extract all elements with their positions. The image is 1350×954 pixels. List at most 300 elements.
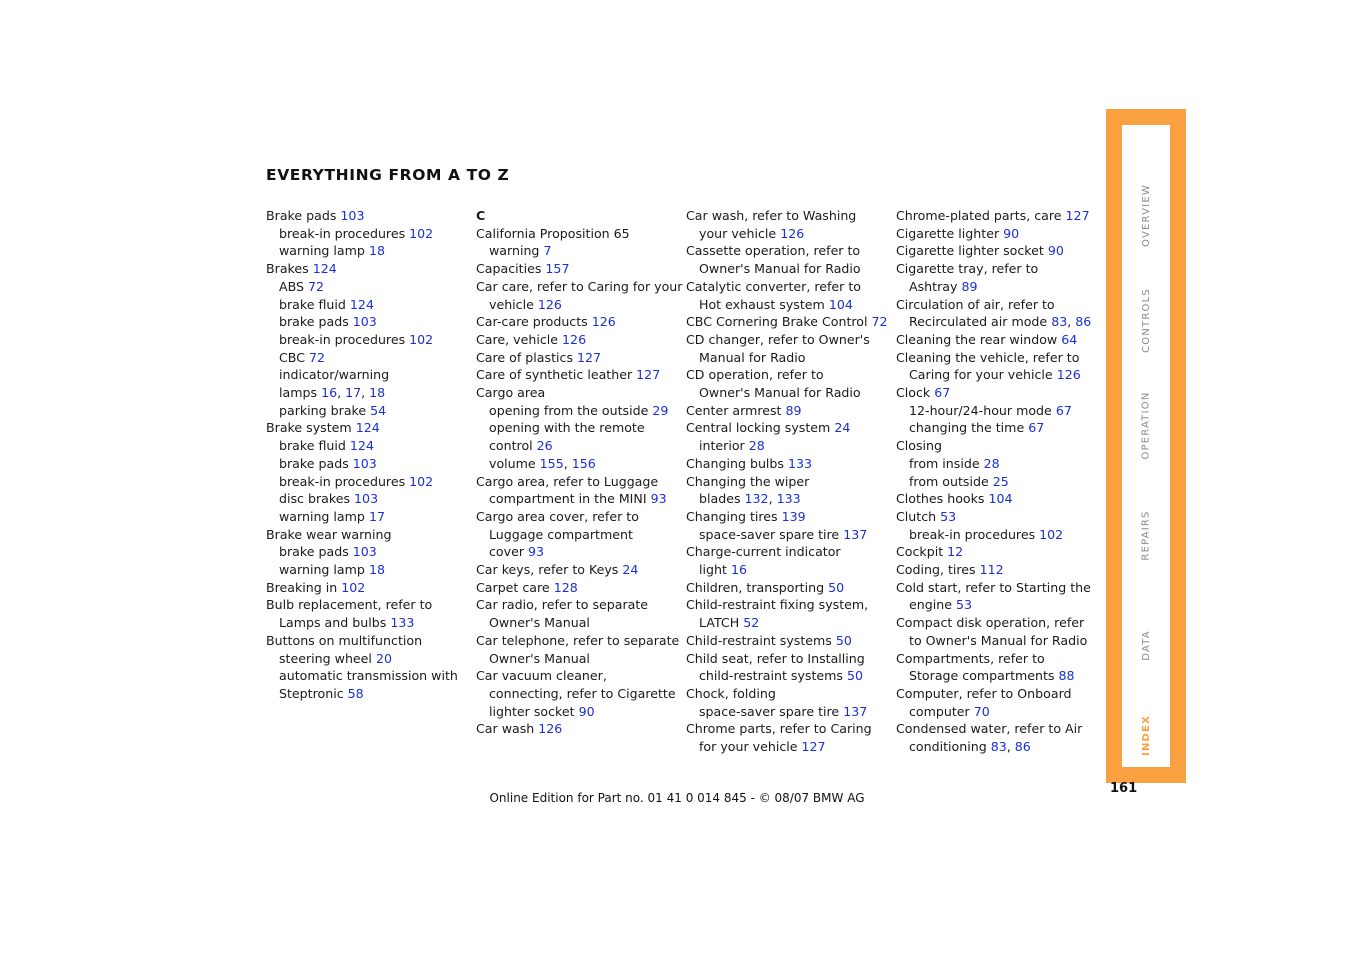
index-subentry bbox=[686, 260, 891, 278]
index-entry bbox=[476, 667, 681, 685]
page-reference-link[interactable]: 16 bbox=[321, 385, 338, 401]
index-subentry bbox=[686, 296, 891, 314]
index-entry-text: Coding, tires bbox=[896, 562, 976, 578]
page-reference-link[interactable]: 50 bbox=[828, 579, 845, 595]
page-reference-link[interactable]: 103 bbox=[354, 491, 379, 507]
page-reference-link[interactable]: 89 bbox=[785, 402, 802, 418]
index-entry-text: volume bbox=[489, 455, 536, 471]
page-reference-link[interactable]: 86 bbox=[1075, 314, 1092, 330]
index-entry bbox=[476, 313, 681, 331]
index-entry-text: Cold start, refer to Starting the bbox=[896, 579, 1091, 595]
index-subentry bbox=[476, 685, 681, 703]
index-entry bbox=[686, 632, 891, 650]
index-subentry bbox=[896, 419, 1101, 437]
index-entry-text: Chrome parts, refer to Caring bbox=[686, 721, 872, 737]
index-subentry bbox=[266, 349, 471, 367]
index-entry-text: lamps bbox=[279, 385, 318, 401]
page-reference-link[interactable]: 124 bbox=[355, 420, 380, 436]
index-entry bbox=[896, 490, 1101, 508]
index-entry-text: Changing bulbs bbox=[686, 455, 784, 471]
index-entry-text: Changing tires bbox=[686, 508, 778, 524]
index-entry-text: Brake wear warning bbox=[266, 526, 392, 542]
footer-edition-note: Online Edition for Part no. 01 41 0 014 845 - © 08/07 BMW AG bbox=[489, 791, 865, 805]
index-entry-text: C bbox=[476, 208, 486, 223]
page-reference-link[interactable]: 155 bbox=[539, 455, 564, 471]
page-reference-link[interactable]: 72 bbox=[309, 349, 326, 365]
page-reference-link[interactable]: 67 bbox=[1028, 420, 1045, 436]
page-reference-link[interactable]: 70 bbox=[973, 703, 990, 719]
index-subentry bbox=[896, 667, 1101, 685]
page-reference-link[interactable]: 67 bbox=[1055, 402, 1072, 418]
index-entry-text: connecting, refer to Cigarette bbox=[489, 685, 676, 701]
page-reference-link[interactable]: 104 bbox=[828, 296, 853, 312]
tab-label: CONTROLS bbox=[1140, 287, 1152, 353]
index-entry-text: steering wheel bbox=[279, 650, 372, 666]
page-reference-link[interactable]: 133 bbox=[390, 615, 415, 631]
page-reference-link[interactable]: 126 bbox=[591, 314, 616, 330]
index-entry-text: Bulb replacement, refer to bbox=[266, 597, 433, 613]
page-reference-link[interactable]: 16 bbox=[730, 562, 747, 578]
index-entry-text: Cockpit bbox=[896, 544, 944, 560]
index-entry-text: space-saver spare tire bbox=[699, 526, 840, 542]
index-entry-text: brake fluid bbox=[279, 438, 346, 454]
page-reference-link[interactable]: 72 bbox=[871, 314, 888, 330]
index-entry bbox=[896, 579, 1101, 597]
index-subentry bbox=[266, 225, 471, 243]
page-reference-link[interactable]: 103 bbox=[340, 208, 365, 223]
tab-overview[interactable] bbox=[1122, 165, 1170, 265]
section-tabs bbox=[1122, 125, 1170, 767]
page-reference-link[interactable]: 88 bbox=[1058, 668, 1075, 684]
index-entry-text: Changing the wiper bbox=[686, 473, 810, 489]
index-entry-text: brake fluid bbox=[279, 296, 346, 312]
index-subentry bbox=[476, 419, 681, 437]
page-reference-link[interactable]: 90 bbox=[1003, 225, 1020, 241]
index-subentry bbox=[266, 455, 471, 473]
page-reference-link[interactable]: 24 bbox=[622, 562, 639, 578]
index-entry-text: Cleaning the rear window bbox=[896, 331, 1058, 347]
index-subentry bbox=[686, 738, 891, 756]
page-reference-link[interactable]: 72 bbox=[308, 278, 325, 294]
page-reference-link[interactable]: 52 bbox=[743, 615, 760, 631]
page-reference-link[interactable]: 102 bbox=[409, 331, 434, 347]
index-entry-text: opening with the remote bbox=[489, 420, 645, 436]
page-reference-link[interactable]: 124 bbox=[349, 296, 374, 312]
index-entry-text: vehicle bbox=[489, 296, 534, 312]
index-entry-text: Manual for Radio bbox=[699, 349, 806, 365]
index-entry-text: Compartments, refer to bbox=[896, 650, 1045, 666]
index-entry-text: Care, vehicle bbox=[476, 331, 559, 347]
index-subentry bbox=[686, 225, 891, 243]
index-entry bbox=[476, 596, 681, 614]
index-entry-text: Cassette operation, refer to bbox=[686, 243, 861, 259]
page-reference-link[interactable]: 126 bbox=[537, 296, 562, 312]
index-entry bbox=[686, 402, 891, 420]
index-entry-text: break-in procedures bbox=[279, 331, 406, 347]
page-reference-link[interactable]: 18 bbox=[369, 385, 386, 401]
index-entry-text: brake pads bbox=[279, 455, 349, 471]
page-reference-link[interactable]: 137 bbox=[843, 703, 868, 719]
index-subentry: blades 132, 133 bbox=[699, 491, 801, 507]
page-reference-link[interactable]: 28 bbox=[748, 438, 765, 454]
index-entry-text: Owner's Manual for Radio bbox=[699, 385, 861, 401]
page-reference-link[interactable]: 53 bbox=[955, 597, 972, 613]
index-entry-text: Carpet care bbox=[476, 579, 550, 595]
page-reference-link[interactable]: 83 bbox=[1051, 314, 1068, 330]
index-entry bbox=[686, 207, 891, 225]
page-reference-link[interactable]: 137 bbox=[843, 526, 868, 542]
index-subentry: conditioning 83, 86 bbox=[909, 739, 1031, 755]
index-entry-text: from outside bbox=[909, 473, 989, 489]
index-entry bbox=[686, 366, 891, 384]
index-entry-text: disc brakes bbox=[279, 491, 351, 507]
index-entry-text: from inside bbox=[909, 455, 980, 471]
index-subentry bbox=[476, 490, 681, 508]
index-subentry bbox=[896, 526, 1101, 544]
tab-label: REPAIRS bbox=[1140, 509, 1152, 561]
index-subentry bbox=[476, 650, 681, 668]
page-reference-link[interactable]: 28 bbox=[983, 455, 1000, 471]
index-entry-text: break-in procedures bbox=[279, 225, 406, 241]
index-entry bbox=[896, 508, 1101, 526]
index-subentry bbox=[266, 437, 471, 455]
index-entry bbox=[686, 473, 891, 491]
index-entry bbox=[476, 473, 681, 491]
index-subentry bbox=[266, 650, 471, 668]
page-reference-link[interactable]: 90 bbox=[1047, 243, 1064, 259]
tab-index[interactable] bbox=[1122, 705, 1170, 765]
index-entry-text: Computer, refer to Onboard bbox=[896, 685, 1072, 701]
index-subentry bbox=[476, 543, 681, 561]
page-reference-link[interactable]: 127 bbox=[1065, 208, 1090, 223]
index-entry bbox=[686, 242, 891, 260]
index-entry bbox=[476, 508, 681, 526]
index-entry-text: California Proposition 65 bbox=[476, 225, 630, 241]
index-entry bbox=[266, 260, 471, 278]
index-entry-text: interior bbox=[699, 438, 745, 454]
index-entry bbox=[686, 720, 891, 738]
page-title: EVERYTHING FROM A TO Z bbox=[266, 166, 510, 184]
page-reference-link[interactable]: 112 bbox=[979, 562, 1004, 578]
page-reference-link[interactable]: 156 bbox=[571, 455, 596, 471]
index-entry bbox=[896, 331, 1101, 349]
page-number: 161 bbox=[1110, 781, 1138, 796]
page-reference-link[interactable]: 86 bbox=[1014, 739, 1031, 755]
page-reference-link[interactable]: 18 bbox=[368, 243, 385, 259]
index-subentry bbox=[266, 331, 471, 349]
page-reference-link[interactable]: 93 bbox=[650, 491, 667, 507]
index-entry bbox=[476, 278, 681, 296]
page-reference-link[interactable]: 103 bbox=[352, 544, 377, 560]
page-reference-link[interactable]: 157 bbox=[545, 261, 570, 277]
page-reference-link[interactable]: 139 bbox=[781, 508, 806, 524]
page-reference-link[interactable]: 128 bbox=[553, 579, 578, 595]
index-entry bbox=[896, 614, 1101, 632]
index-entry bbox=[266, 596, 471, 614]
index-entry-text: Cleaning the vehicle, refer to bbox=[896, 349, 1080, 365]
index-entry-text: Condensed water, refer to Air bbox=[896, 721, 1083, 737]
index-entry bbox=[896, 349, 1101, 367]
index-subentry bbox=[266, 667, 471, 685]
index-entry-text: CD operation, refer to bbox=[686, 367, 824, 383]
index-entry-text: Cigarette lighter bbox=[896, 225, 1000, 241]
index-entry-text: Car wash bbox=[476, 721, 535, 737]
index-subentry bbox=[476, 703, 681, 721]
page-reference-link[interactable]: 127 bbox=[636, 367, 661, 383]
page-reference-link[interactable]: 126 bbox=[562, 331, 587, 347]
index-entry bbox=[686, 685, 891, 703]
index-entry bbox=[266, 419, 471, 437]
page-reference-link[interactable]: 127 bbox=[801, 739, 826, 755]
page-reference-link[interactable]: 17 bbox=[368, 508, 385, 524]
index-entry bbox=[476, 720, 681, 738]
index-entry-text: Clothes hooks bbox=[896, 491, 985, 507]
index-column-4 bbox=[896, 207, 1101, 756]
page-reference-link[interactable]: 126 bbox=[1056, 367, 1081, 383]
page-reference-link[interactable]: 26 bbox=[536, 438, 553, 454]
page-reference-link[interactable]: 127 bbox=[577, 349, 602, 365]
index-entry-text: automatic transmission with bbox=[279, 668, 458, 684]
page-reference-link[interactable]: 103 bbox=[352, 455, 377, 471]
index-entry-text: Child-restraint fixing system, bbox=[686, 597, 869, 613]
index-entry-text: Child-restraint systems bbox=[686, 632, 832, 648]
index-entry bbox=[686, 331, 891, 349]
index-entry bbox=[686, 543, 891, 561]
index-entry bbox=[896, 384, 1101, 402]
page-reference-link[interactable]: 133 bbox=[776, 491, 801, 507]
index-entry-text: Recirculated air mode bbox=[909, 314, 1048, 330]
index-subentry bbox=[266, 614, 471, 632]
index-subentry bbox=[686, 667, 891, 685]
page-reference-link[interactable]: 133 bbox=[788, 455, 813, 471]
index-subentry bbox=[476, 402, 681, 420]
index-entry-text: Cigarette tray, refer to bbox=[896, 261, 1039, 277]
index-entry-text: Chock, folding bbox=[686, 685, 776, 701]
index-entry bbox=[896, 685, 1101, 703]
index-subentry bbox=[266, 278, 471, 296]
page-reference-link[interactable]: 103 bbox=[352, 314, 377, 330]
page-reference-link[interactable]: 132 bbox=[744, 491, 769, 507]
index-entry bbox=[476, 384, 681, 402]
index-entry-text: Charge-current indicator bbox=[686, 544, 841, 560]
page-reference-link[interactable]: 126 bbox=[780, 225, 805, 241]
page-reference-link[interactable]: 102 bbox=[409, 473, 434, 489]
index-entry-text: lighter socket bbox=[489, 703, 575, 719]
index-entry-text: Luggage compartment bbox=[489, 526, 633, 542]
index-subentry bbox=[266, 508, 471, 526]
index-subentry bbox=[896, 596, 1101, 614]
index-entry-text: Cigarette lighter socket bbox=[896, 243, 1044, 259]
index-entry-text: Child seat, refer to Installing bbox=[686, 650, 865, 666]
index-entry-text: Lamps and bulbs bbox=[279, 615, 387, 631]
index-subentry bbox=[476, 614, 681, 632]
index-subentry bbox=[686, 349, 891, 367]
page-reference-link[interactable]: 25 bbox=[992, 473, 1009, 489]
tab-operation[interactable] bbox=[1122, 370, 1170, 480]
index-entry bbox=[896, 296, 1101, 314]
index-entry-text: computer bbox=[909, 703, 970, 719]
index-entry-text: Hot exhaust system bbox=[699, 296, 825, 312]
index-subentry bbox=[896, 278, 1101, 296]
index-entry bbox=[896, 242, 1101, 260]
index-entry bbox=[896, 650, 1101, 668]
index-subentry bbox=[266, 313, 471, 331]
index-subentry bbox=[266, 242, 471, 260]
index-entry-text: brake pads bbox=[279, 544, 349, 560]
index-column-3 bbox=[686, 207, 891, 756]
index-entry-text: warning lamp bbox=[279, 243, 365, 259]
index-entry-text: Catalytic converter, refer to bbox=[686, 278, 861, 294]
index-entry-text: Car care, refer to Caring for your bbox=[476, 278, 683, 294]
index-entry-text: Clutch bbox=[896, 508, 937, 524]
index-subentry: lamps 16, 17, 18 bbox=[279, 385, 386, 401]
index-entry bbox=[476, 632, 681, 650]
index-entry-text: Clock bbox=[896, 385, 931, 401]
page-reference-link[interactable]: 29 bbox=[652, 402, 669, 418]
index-entry-text: Car wash, refer to Washing bbox=[686, 208, 857, 223]
index-entry-text: break-in procedures bbox=[279, 473, 406, 489]
index-entry bbox=[896, 543, 1101, 561]
tab-label: OVERVIEW bbox=[1140, 183, 1152, 247]
page-reference-link[interactable]: 93 bbox=[528, 544, 545, 560]
index-entry-text: Cargo area bbox=[476, 385, 546, 401]
index-subentry bbox=[686, 703, 891, 721]
index-entry-text: Compact disk operation, refer bbox=[896, 615, 1085, 631]
page-reference-link[interactable]: 124 bbox=[312, 261, 337, 277]
index-subentry bbox=[266, 473, 471, 491]
index-entry-text: Children, transporting bbox=[686, 579, 825, 595]
index-entry bbox=[266, 207, 471, 225]
index-entry-text: Car vacuum cleaner, bbox=[476, 668, 607, 684]
page-reference-link[interactable]: 20 bbox=[375, 650, 392, 666]
index-entry bbox=[686, 579, 891, 597]
tab-label: INDEX bbox=[1140, 714, 1152, 756]
index-entry-text: brake pads bbox=[279, 314, 349, 330]
index-subentry bbox=[686, 384, 891, 402]
page-reference-link[interactable]: 50 bbox=[835, 632, 852, 648]
index-entry-text: Chrome-plated parts, care bbox=[896, 208, 1062, 223]
page-reference-link[interactable]: 67 bbox=[934, 385, 951, 401]
index-entry-text: Car radio, refer to separate bbox=[476, 597, 649, 613]
index-entry-text: Center armrest bbox=[686, 402, 782, 418]
index-subentry: volume 155, 156 bbox=[489, 455, 596, 471]
index-entry bbox=[476, 349, 681, 367]
index-entry bbox=[266, 632, 471, 650]
index-entry-text: Central locking system bbox=[686, 420, 831, 436]
index-entry-text: opening from the outside bbox=[489, 402, 649, 418]
index-subentry bbox=[896, 473, 1101, 491]
index-entry-text: Storage compartments bbox=[909, 668, 1055, 684]
index-subentry bbox=[266, 685, 471, 703]
tab-controls[interactable] bbox=[1122, 270, 1170, 370]
index-entry bbox=[686, 508, 891, 526]
index-entry-text: Buttons on multifunction bbox=[266, 632, 423, 648]
page-reference-link[interactable]: 102 bbox=[341, 579, 366, 595]
index-subentry bbox=[896, 632, 1101, 650]
page-reference-link[interactable]: 18 bbox=[368, 562, 385, 578]
index-subentry bbox=[476, 242, 681, 260]
page-reference-link[interactable]: 90 bbox=[578, 703, 595, 719]
index-subentry bbox=[896, 455, 1101, 473]
index-entry-text: Care of plastics bbox=[476, 349, 573, 365]
index-entry-text: Ashtray bbox=[909, 278, 958, 294]
index-subentry bbox=[476, 296, 681, 314]
page-reference-link[interactable]: 53 bbox=[940, 508, 957, 524]
page-reference-link[interactable]: 126 bbox=[538, 721, 563, 737]
page-reference-link[interactable]: 124 bbox=[349, 438, 374, 454]
tab-data[interactable] bbox=[1122, 595, 1170, 695]
page-reference-link[interactable]: 24 bbox=[834, 420, 851, 436]
index-entry-text: warning lamp bbox=[279, 508, 365, 524]
index-entry-text: Closing bbox=[896, 438, 943, 454]
index-entry-text: Owner's Manual bbox=[489, 650, 590, 666]
index-entry-text: your vehicle bbox=[699, 225, 777, 241]
index-entry bbox=[476, 260, 681, 278]
index-entry-text: compartment in the MINI bbox=[489, 491, 647, 507]
tab-repairs[interactable] bbox=[1122, 485, 1170, 585]
page-reference-link[interactable]: 7 bbox=[543, 243, 552, 259]
index-subentry bbox=[266, 296, 471, 314]
index-entry-text: ABS bbox=[279, 278, 305, 294]
index-entry-text: Owner's Manual for Radio bbox=[699, 261, 861, 277]
index-entry-text: changing the time bbox=[909, 420, 1025, 436]
tab-label: OPERATION bbox=[1140, 390, 1152, 460]
page-reference-link[interactable]: 64 bbox=[1061, 331, 1078, 347]
index-entry-text: Car telephone, refer to separate bbox=[476, 632, 680, 648]
index-column-2 bbox=[476, 207, 681, 738]
index-entry-text: parking brake bbox=[279, 402, 367, 418]
index-entry-text: child-restraint systems bbox=[699, 668, 843, 684]
index-entry-text: for your vehicle bbox=[699, 739, 798, 755]
index-entry bbox=[476, 561, 681, 579]
page-reference-link[interactable]: 12 bbox=[947, 544, 964, 560]
index-entry-text: cover bbox=[489, 544, 525, 560]
index-entry bbox=[686, 419, 891, 437]
page-reference-link[interactable]: 50 bbox=[847, 668, 864, 684]
index-subentry bbox=[896, 366, 1101, 384]
index-entry-text: Car keys, refer to Keys bbox=[476, 562, 619, 578]
index-entry-text: CBC bbox=[279, 349, 306, 365]
page-reference-link[interactable]: 83 bbox=[990, 739, 1007, 755]
index-subentry bbox=[266, 490, 471, 508]
page-reference-link[interactable]: 89 bbox=[961, 278, 978, 294]
index-entry-text: Caring for your vehicle bbox=[909, 367, 1053, 383]
index-entry bbox=[476, 225, 681, 243]
index-entry bbox=[896, 225, 1101, 243]
index-subentry bbox=[266, 366, 471, 384]
index-entry bbox=[686, 455, 891, 473]
page-reference-link[interactable]: 58 bbox=[347, 685, 364, 701]
index-entry-text: CD changer, refer to Owner's bbox=[686, 331, 870, 347]
index-entry-text: Cargo area, refer to Luggage bbox=[476, 473, 659, 489]
index-entry-text: Steptronic bbox=[279, 685, 344, 701]
index-entry-text: CBC Cornering Brake Control bbox=[686, 314, 868, 330]
page-reference-link[interactable]: 102 bbox=[1039, 526, 1064, 542]
index-subentry bbox=[266, 543, 471, 561]
index-subentry bbox=[266, 402, 471, 420]
index-entry bbox=[686, 650, 891, 668]
index-entry bbox=[896, 260, 1101, 278]
index-letter-heading bbox=[476, 207, 681, 225]
index-entry-text: conditioning bbox=[909, 739, 987, 755]
index-entry bbox=[896, 437, 1101, 455]
index-entry-text: control bbox=[489, 438, 533, 454]
page-reference-link[interactable]: 104 bbox=[988, 491, 1013, 507]
page-reference-link[interactable]: 54 bbox=[370, 402, 387, 418]
page-reference-link[interactable]: 17 bbox=[345, 385, 362, 401]
page-reference-link[interactable]: 102 bbox=[409, 225, 434, 241]
index-entry-text: Brake pads bbox=[266, 208, 337, 223]
